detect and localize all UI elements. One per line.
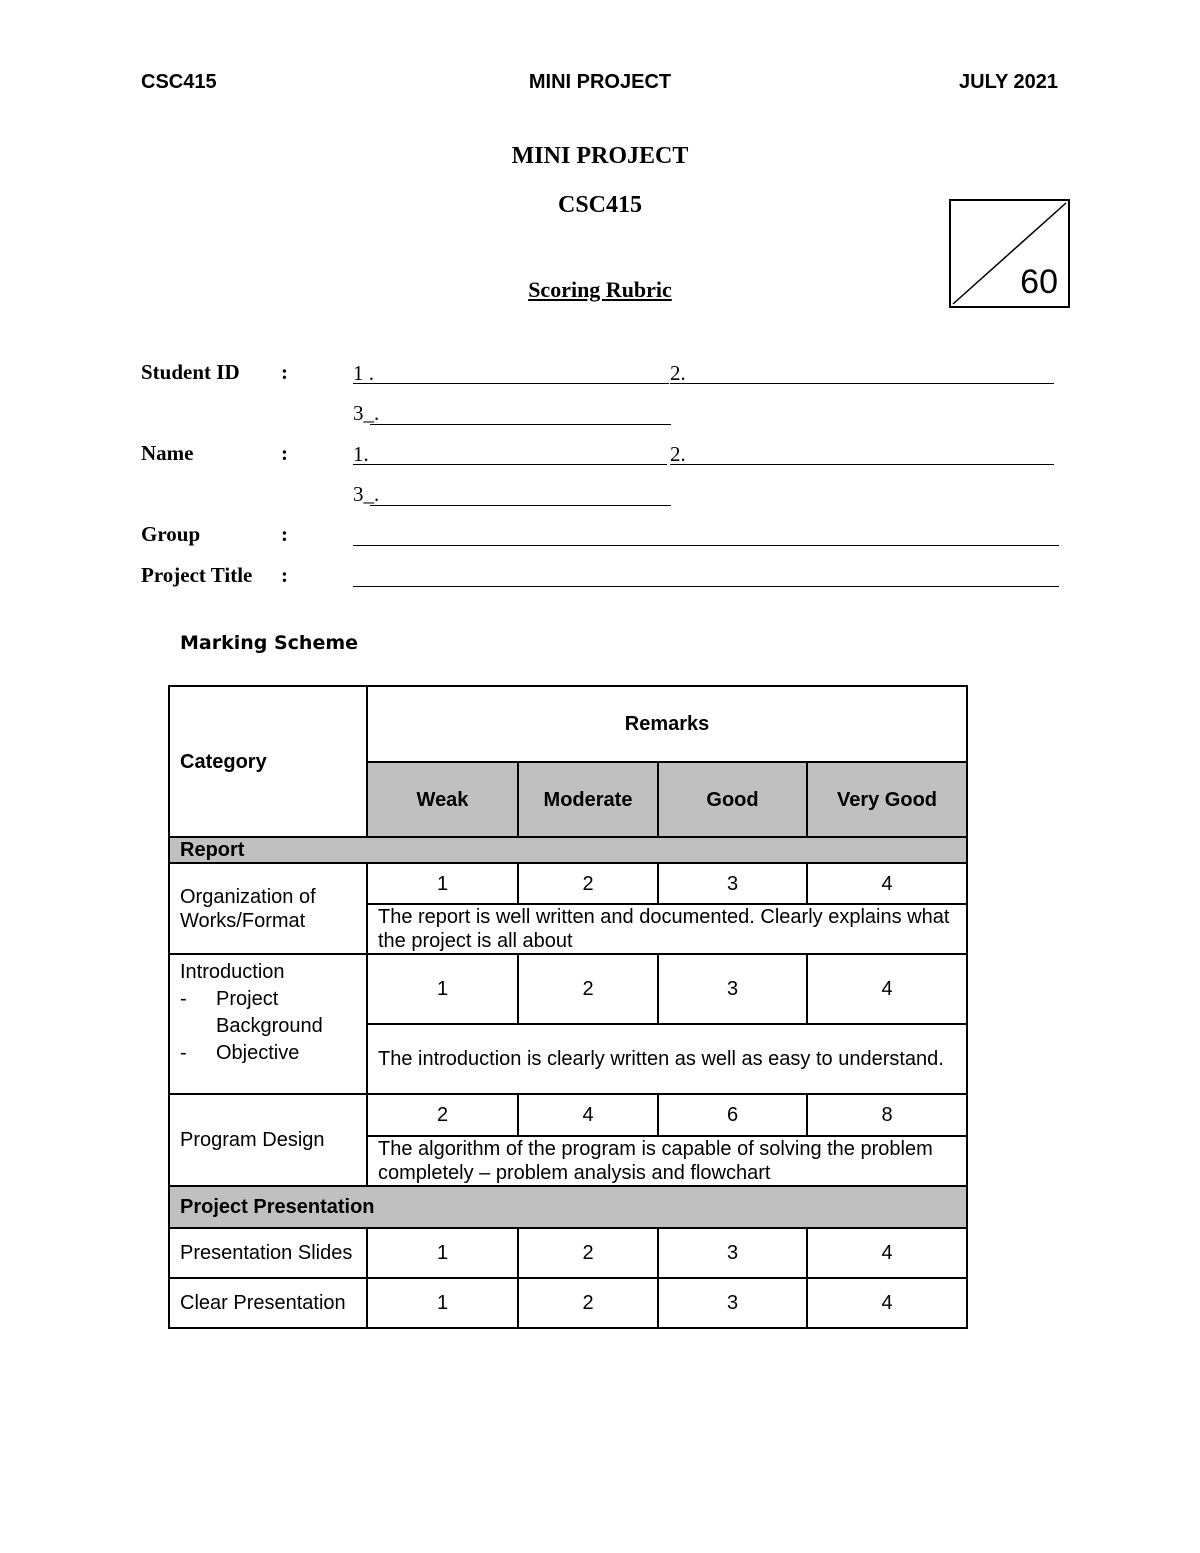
table-header-row bbox=[169, 686, 967, 762]
marking-scheme-heading: Marking Scheme bbox=[180, 632, 359, 654]
list-dash: - bbox=[180, 988, 187, 1010]
level-moderate: Moderate bbox=[518, 762, 658, 837]
name-1-field[interactable] bbox=[353, 464, 667, 465]
group-label: Group bbox=[141, 522, 201, 546]
introduction-sub-list bbox=[180, 986, 356, 1067]
score-cell: 4 bbox=[807, 1278, 967, 1328]
project-title-colon: : bbox=[281, 563, 288, 587]
name-1-number: 1. bbox=[353, 442, 369, 466]
name-3-number: 3_. bbox=[353, 482, 380, 506]
name-colon: : bbox=[281, 441, 288, 465]
category-clear-presentation: Clear Presentation bbox=[169, 1278, 367, 1328]
category-header: Category bbox=[169, 686, 367, 837]
category-organization: Organization of Works/Format bbox=[169, 863, 367, 954]
project-title-field[interactable] bbox=[353, 586, 1059, 587]
section-row-presentation bbox=[169, 1186, 967, 1228]
score-cell: 2 bbox=[518, 863, 658, 904]
level-good: Good bbox=[658, 762, 807, 837]
description-program-design: The algorithm of the program is capable of solving the problem completely – problem analysis and flowchart bbox=[367, 1136, 967, 1186]
score-cell: 6 bbox=[658, 1094, 807, 1136]
student-id-3-number: 3_. bbox=[353, 401, 380, 425]
course-title: CSC415 bbox=[557, 192, 642, 218]
scoring-rubric-title: Scoring Rubric bbox=[528, 277, 672, 302]
list-dash: - bbox=[180, 1042, 187, 1064]
score-cell: 1 bbox=[367, 863, 518, 904]
student-id-2-number: 2. bbox=[670, 361, 686, 385]
student-id-2-field[interactable] bbox=[670, 383, 1054, 384]
category-presentation-slides: Presentation Slides bbox=[169, 1228, 367, 1278]
sub-item-label: Project Background bbox=[216, 988, 323, 1037]
score-cell: 1 bbox=[367, 1228, 518, 1278]
list-item bbox=[180, 986, 356, 1040]
name-label: Name bbox=[141, 441, 194, 465]
score-cell: 4 bbox=[807, 954, 967, 1024]
category-introduction: Introduction bbox=[180, 961, 285, 983]
score-cell: 2 bbox=[367, 1094, 518, 1136]
section-row-report bbox=[169, 837, 967, 863]
score-cell: 2 bbox=[518, 1278, 658, 1328]
table-row bbox=[169, 1228, 967, 1278]
score-cell: 3 bbox=[658, 863, 807, 904]
section-title-presentation: Project Presentation bbox=[169, 1186, 967, 1228]
header-course-code: CSC415 bbox=[141, 71, 217, 93]
score-cell: 3 bbox=[658, 1228, 807, 1278]
section-title-report: Report bbox=[169, 837, 967, 863]
category-program-design: Program Design bbox=[169, 1094, 367, 1186]
score-cell: 4 bbox=[807, 1228, 967, 1278]
name-2-field[interactable] bbox=[670, 464, 1054, 465]
student-id-1-number: 1 . bbox=[353, 361, 374, 385]
score-cell: 2 bbox=[518, 954, 658, 1024]
score-cell: 4 bbox=[807, 863, 967, 904]
name-3-field[interactable] bbox=[370, 505, 671, 506]
rubric-table bbox=[168, 685, 968, 1329]
student-id-1-field[interactable] bbox=[353, 383, 669, 384]
level-very-good: Very Good bbox=[807, 762, 967, 837]
group-field[interactable] bbox=[353, 545, 1059, 546]
name-2-number: 2. bbox=[670, 442, 686, 466]
header-title: MINI PROJECT bbox=[528, 71, 672, 93]
table-row bbox=[169, 954, 967, 1024]
project-title-label: Project Title bbox=[141, 563, 253, 587]
score-box bbox=[949, 199, 1070, 308]
score-cell: 4 bbox=[518, 1094, 658, 1136]
student-id-label: Student ID bbox=[141, 360, 240, 384]
score-cell: 8 bbox=[807, 1094, 967, 1136]
score-cell: 2 bbox=[518, 1228, 658, 1278]
score-cell: 3 bbox=[658, 954, 807, 1024]
group-colon: : bbox=[281, 522, 288, 546]
list-item bbox=[180, 1040, 356, 1067]
table-row bbox=[169, 1278, 967, 1328]
score-cell: 3 bbox=[658, 1278, 807, 1328]
sub-item-label: Objective bbox=[216, 1042, 300, 1064]
header-date: JULY 2021 bbox=[959, 71, 1058, 93]
category-introduction-cell bbox=[169, 954, 367, 1094]
main-title: MINI PROJECT bbox=[511, 143, 689, 169]
description-organization: The report is well written and documented. Clearly explains what the project is all about bbox=[367, 904, 967, 954]
score-max: 60 bbox=[1020, 263, 1058, 301]
level-weak: Weak bbox=[367, 762, 518, 837]
student-id-3-field[interactable] bbox=[370, 424, 671, 425]
table-row bbox=[169, 863, 967, 904]
remarks-header: Remarks bbox=[367, 686, 967, 762]
score-cell: 1 bbox=[367, 1278, 518, 1328]
description-introduction: The introduction is clearly written as well as easy to understand. bbox=[367, 1024, 967, 1094]
table-row bbox=[169, 1094, 967, 1136]
student-id-colon: : bbox=[281, 360, 288, 384]
score-cell: 1 bbox=[367, 954, 518, 1024]
